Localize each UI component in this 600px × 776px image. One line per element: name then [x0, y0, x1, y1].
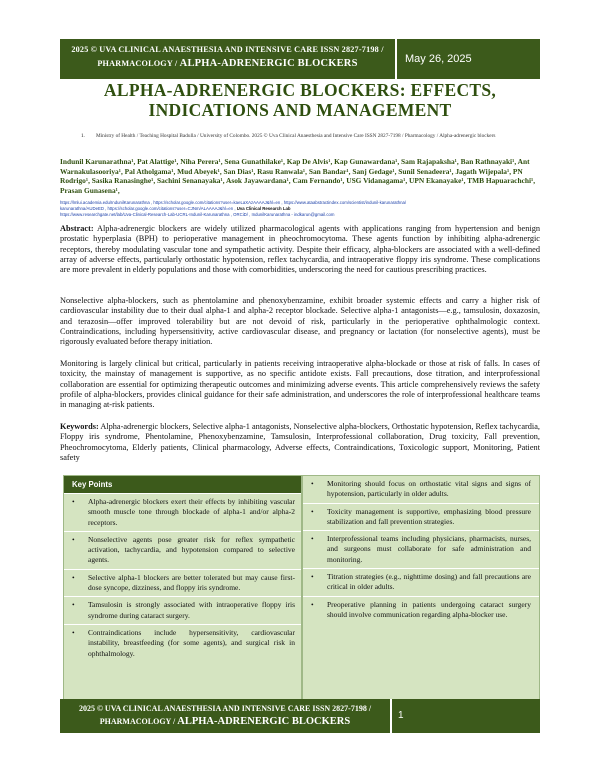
body-paragraph-2: Nonselective alpha-blockers, such as phentolamine and phenoxybenzamine, exhibit broader systemic effects and carry a higher risk of cardiovascular instability due to their dual alpha-1 and alpha-2 receptor blockade. Selective alpha-1 antagonists—e.g., tamsulosin, doxazosin, and terazosin—offer improved tolerability but are not devoid of risk, particularly in the perioperative ophthalmologic context. Contraindications, including hypersensitivity, active cardiovascular disease, and pregnancy or lactation (for nonselective agents), must be rigorously evaluated before therapy initiation. — [60, 296, 540, 347]
list-item: • Alpha-adrenergic blockers exert their effects by inhibiting vascular smooth muscle tone through blockade of alpha-1 and/or alpha-2 receptors. — [64, 493, 301, 531]
author-links — [60, 200, 540, 217]
footer-section-label: PHARMACOLOGY / — [99, 717, 178, 726]
page-footer — [60, 699, 540, 733]
lab-name: Uva Clinical Research Lab — [235, 205, 291, 211]
key-points-list-left — [64, 493, 301, 662]
footer-topic-label: ALPHA-ADRENERGIC BLOCKERS — [177, 716, 351, 727]
link-line-1[interactable]: https://lmlui.academia.edu/IndunilKarunarathna , https://scholar.google.com/citations?user=kaeLaXAzAAAAJ&hl=en , https://www.ataabstractindex.com/scientist/indunil-karunarathna/ — [60, 200, 407, 205]
author-list: Indunil Karunarathna¹, Pat Alattige¹, Niha Perera¹, Sena Gunathilake¹, Kap De Alvis¹, Kap Gunawardana¹, Sam Rajapaksha¹, Ban Rathnayaki¹, Ant Warnakulasooriya¹, Pal Atholgama¹, Mud Abeyek¹, San Dias¹, Rasu Ranwala¹, San Bandar¹, Sanj Gedage¹, Sunil Senadeera¹, Jagath Wijepala¹, PN Rodrigo¹, Sasika Ranasinghe¹, Sachini Senanayaka¹, Asok Jayawardana¹, Cam Fernando¹, USG Vidanagama¹, UPN Ekanayake¹, TMB Hapuarachchi¹, Prasan Gunasena¹, — [60, 157, 536, 195]
affiliation-number: 1. — [81, 134, 85, 139]
footer-banner — [60, 699, 390, 733]
affiliation-text: Ministry of Health / Teaching Hospital Badulla / University of Colombo. 2025 © Uva Clinical Anaesthesia and Intensive Care ISSN 2827-7198 / Pharmacology / Alpha-adrenergic blockers — [96, 133, 496, 139]
link-line-3[interactable]: https://www.researchgate.net/lab/Uva-Clinical-Research-Lab-UCRL-Indunil-Karunarathna , ORCiD/ , IndunilKarunarathna - indkarun@gmail.com — [60, 211, 335, 217]
journal-line-1: 2025 © UVA CLINICAL ANAESTHESIA AND INTENSIVE CARE ISSN 2827-7198 / — [71, 45, 384, 54]
keywords-text: Alpha-adrenergic blockers, Selective alpha-1 antagonists, Nonselective alpha-blockers, Orthostatic hypotension, Reflex tachycardia, Floppy iris syndrome, Phentolamine, Phenoxybenzamine, Tamsulosin, Interprofessional collaboration, Drug toxicity, Fall prevention, Pheochromocytoma, Elderly patients, Clinical pharmacology, Adverse effects, Contraindications, Toxicologic support, Monitoring, Patient safety — [60, 422, 540, 462]
list-item: • Titration strategies (e.g., nighttime dosing) and fall precautions are critical in older adults. — [303, 568, 539, 596]
abstract — [60, 224, 540, 275]
key-points-heading: Key Points — [64, 476, 301, 493]
list-item: • Preoperative planning in patients undergoing cataract surgery should involve communication regarding alpha-blocker use. — [303, 596, 539, 624]
key-points-box-left — [63, 475, 302, 715]
page-header — [60, 39, 540, 79]
list-item: • Toxicity management is supportive, emphasizing blood pressure stabilization and fall prevention strategies. — [303, 503, 539, 531]
page-number: 1 — [392, 699, 540, 733]
publication-date: May 26, 2025 — [397, 39, 540, 79]
link-line-2-url[interactable]: karunarathna/AUDeED , https://scholar.google.com/citations?user=CJNm/ALAAAAJ&hl=en , — [60, 205, 236, 211]
keywords-label: Keywords: — [60, 422, 99, 431]
topic-label: ALPHA-ADRENERGIC BLOCKERS — [179, 58, 358, 69]
section-label: PHARMACOLOGY / — [97, 59, 180, 68]
abstract-label: Abstract: — [60, 224, 94, 233]
list-item: • Monitoring should focus on orthostatic vital signs and signs of hypotension, particularly in older adults. — [303, 476, 539, 503]
journal-banner — [60, 39, 395, 79]
journal-line-2 — [68, 57, 387, 71]
key-points-list-right — [303, 476, 539, 623]
list-item: • Tamsulosin is strongly associated with intraoperative floppy iris syndrome during cataract surgery. — [64, 596, 301, 624]
keywords — [60, 422, 540, 463]
key-points-box-right — [302, 475, 540, 715]
list-item: • Nonselective agents pose greater risk for reflex sympathetic activation, tachycardia, and hypotension compared to selective agents. — [64, 531, 301, 569]
list-item: • Contraindications include hypersensitivity, cardiovascular instability, breastfeeding (for some agents), and surgical risk in ophthalmology. — [64, 624, 301, 662]
article-title: ALPHA-ADRENERGIC BLOCKERS: EFFECTS, INDICATIONS AND MANAGEMENT — [103, 80, 497, 120]
body-paragraph-3: Monitoring is largely clinical but critical, particularly in patients receiving intraoperative alpha-blockade or those at risk of falls. In cases of toxicity, the mainstay of management is supportive, as no specific antidote exists. Fall precautions, dose titration, and interprofessional collaboration are essential for optimizing therapeutic outcomes and minimizing adverse events. This article comprehensively reviews the safety profile of alpha-blockers, provides clinical guidance for their safe administration, and underscores the role of interprofessional healthcare teams in managing at-risk patients. — [60, 359, 540, 410]
list-item: • Selective alpha-1 blockers are better tolerated but may cause first-dose syncope, dizziness, and floppy iris syndrome. — [64, 569, 301, 597]
list-item: • Interprofessional teams including physicians, pharmacists, nurses, and surgeons must collaborate for safe administration and monitoring. — [303, 530, 539, 568]
footer-line-2 — [66, 715, 384, 728]
abstract-text: Alpha-adrenergic blockers are widely utilized pharmacological agents with applications ranging from hypertension and benign prostatic hyperplasia (BPH) to perioperative management in pheochromocytoma. These agents function by inhibiting alpha-adrenergic receptors, thereby modulating vascular tone and sympathetic activity. Despite their efficacy, alpha-blockers are associated with a well-defined array of adverse effects, particularly orthostatic hypotension, reflex tachycardia, and intraoperative floppy iris syndrome. These complications are more prevalent in elderly populations and those with comorbidities, underscoring the need for cautious prescribing practices. — [60, 224, 540, 275]
footer-line-1: 2025 © UVA CLINICAL ANAESTHESIA AND INTENSIVE CARE ISSN 2827-7198 / — [78, 704, 372, 713]
